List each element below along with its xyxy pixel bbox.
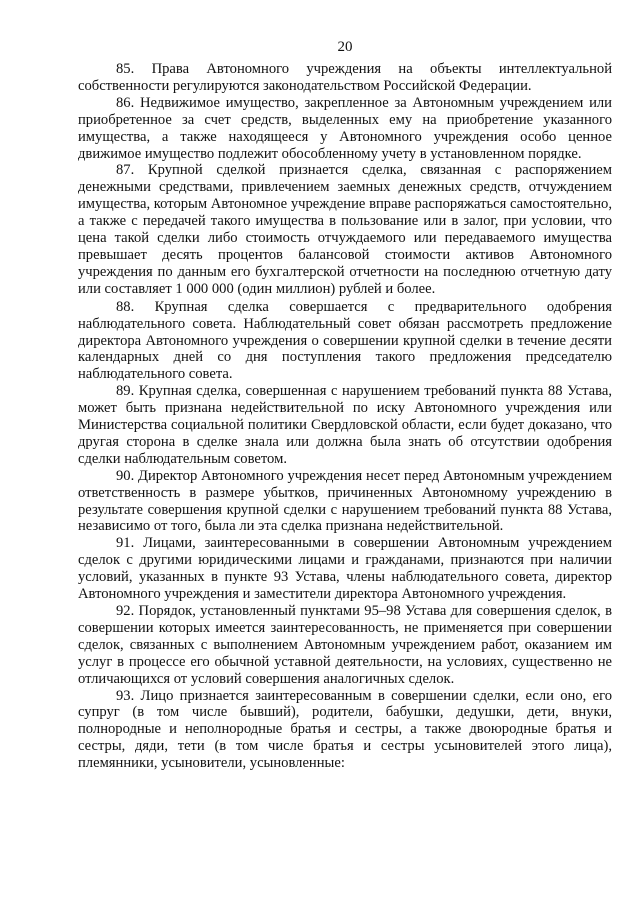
paragraph-93: 93. Лицо признается заинтересованным в совершении сделки, если оно, его супруг (в том числе бывший), родители, бабушки, дедушки, дети, внуки, полнородные и неполнородные братья и сестры, а также двоюродные братья и сестры, дяди, тети (в том числе братья и сестры усыновителей этого лица), племянники, усыновители, усыновленные: <box>78 687 612 772</box>
paragraph-92: 92. Порядок, установленный пунктами 95–98 Устава для совершения сделок, в совершении которых имеется заинтересованность, не применяется при совершении сделок, связанных с выполнением Автономным учреждением работ, оказанием им услуг в процессе его обычной уставной деятельности, на условиях, существенно не отличающихся от условий совершения аналогичных сделок. <box>78 603 612 687</box>
page-number: 20 <box>337 39 353 55</box>
paragraph-86: 86. Недвижимое имущество, закрепленное за Автономным учреждением или приобретенное за счет средств, выделенных ему на приобретение указанного имущества, а также находящееся у Автономного учреждения особо ценное движимое имущество подлежит обособленному учету в установленном порядке. <box>78 94 612 162</box>
paragraph-90: 90. Директор Автономного учреждения несет перед Автономным учреждением ответственность в размере убытков, причиненных Автономному учреждению в результате совершения крупной сделки с нарушением требований пункта 88 Устава, независимо от того, была ли эта сделка признана недействительной. <box>78 467 612 535</box>
paragraph-89: 89. Крупная сделка, совершенная с нарушением требований пункта 88 Устава, может быть признана недействительной по иску Автономного учреждения или Министерства социальной политики Свердловской области, если будет доказано, что другая сторона в сделке знала или должна была знать об отсутствии одобрения сделки наблюдательным советом. <box>78 383 612 467</box>
paragraph-88: 88. Крупная сделка совершается с предварительного одобрения наблюдательного совета. Наблюдательный совет обязан рассмотреть предложение директора Автономного учреждения о совершении крупной сделки в течение десяти календарных дней со дня поступления такого предложения председателю наблюдательного совета. <box>78 298 612 383</box>
paragraph-85: 85. Права Автономного учреждения на объекты интеллектуальной собственности регулируются законодательством Российской Федерации. <box>78 61 612 94</box>
document-body <box>78 61 612 772</box>
paragraph-91: 91. Лицами, заинтересованными в совершении Автономным учреждением сделок с другими юридическими лицами и гражданами, признаются при наличии условий, указанных в пункте 93 Устава, члены наблюдательного совета, директор Автономного учреждения и заместители директора Автономного учреждения. <box>78 535 612 603</box>
paragraph-87: 87. Крупной сделкой признается сделка, связанная с распоряжением денежными средствами, привлечением заемных денежных средств, отчуждением имущества, которым Автономное учреждение вправе распоряжаться самостоятельно, а также с передачей такого имущества в пользование или в залог, при условии, что цена такой сделки либо стоимость отчуждаемого или передаваемого имущества превышает десять процентов балансовой стоимости активов Автономного учреждения по данным его бухгалтерской отчетности на последнюю отчетную дату или составляет 1 000 000 (один миллион) рублей и более. <box>78 162 612 297</box>
document-page <box>78 0 612 905</box>
